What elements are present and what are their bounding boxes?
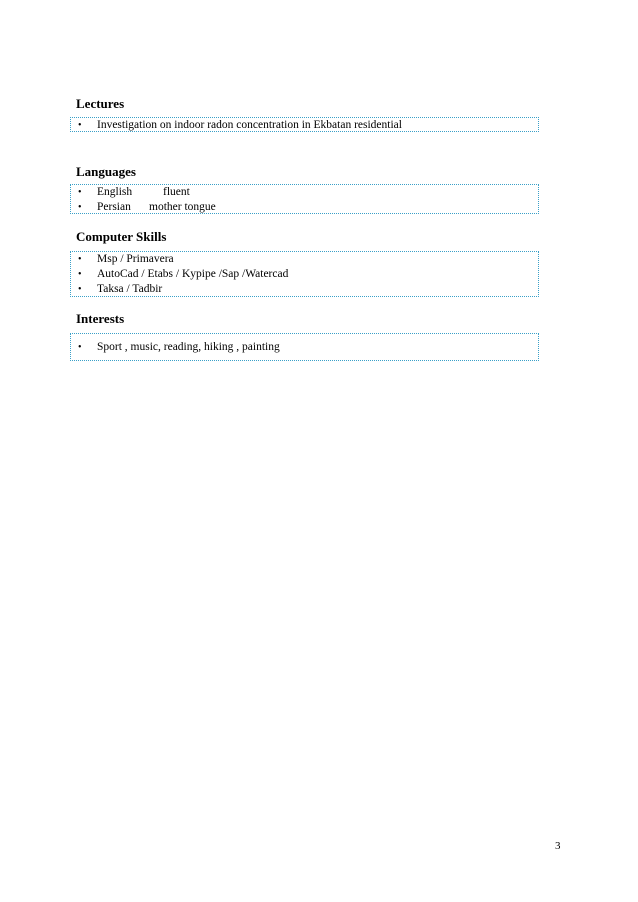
skill-label: Taksa / Tadbir — [97, 283, 163, 295]
list-item — [71, 282, 538, 297]
lectures-heading: Lectures — [76, 96, 125, 111]
list-item — [71, 340, 538, 355]
skill-label: Msp / Primavera — [97, 253, 174, 265]
computer-skills-heading: Computer Skills — [76, 229, 167, 244]
list-item — [71, 252, 538, 267]
lectures-box — [70, 117, 539, 132]
languages-box — [70, 184, 539, 214]
list-item — [71, 267, 538, 282]
bullet-icon: • — [78, 342, 82, 353]
interests-box — [70, 333, 539, 361]
lecture-title: Investigation on indoor radon concentration in Ekbatan residential — [97, 119, 402, 131]
interests-heading: Interests — [76, 311, 125, 326]
bullet-icon: • — [78, 284, 82, 295]
computer-skills-list — [71, 252, 538, 297]
language-name: Persian — [97, 201, 131, 213]
list-item — [71, 118, 538, 133]
language-level: fluent — [163, 186, 190, 198]
computer-skills-box — [70, 251, 539, 297]
language-level: mother tongue — [149, 201, 216, 213]
bullet-icon: • — [78, 120, 82, 131]
interests-list — [71, 340, 538, 355]
skill-label: AutoCad / Etabs / Kypipe /Sap /Watercad — [97, 268, 289, 280]
list-item — [71, 185, 538, 200]
bullet-icon: • — [78, 269, 82, 280]
language-name: English — [97, 186, 133, 198]
lectures-list — [71, 118, 538, 133]
languages-heading: Languages — [76, 164, 136, 179]
languages-list — [71, 185, 538, 215]
list-item — [71, 200, 538, 215]
bullet-icon: • — [78, 254, 82, 265]
page-number: 3 — [555, 840, 561, 852]
bullet-icon: • — [78, 202, 82, 213]
interests-text: Sport , music, reading, hiking , painting — [97, 341, 280, 353]
bullet-icon: • — [78, 187, 82, 198]
